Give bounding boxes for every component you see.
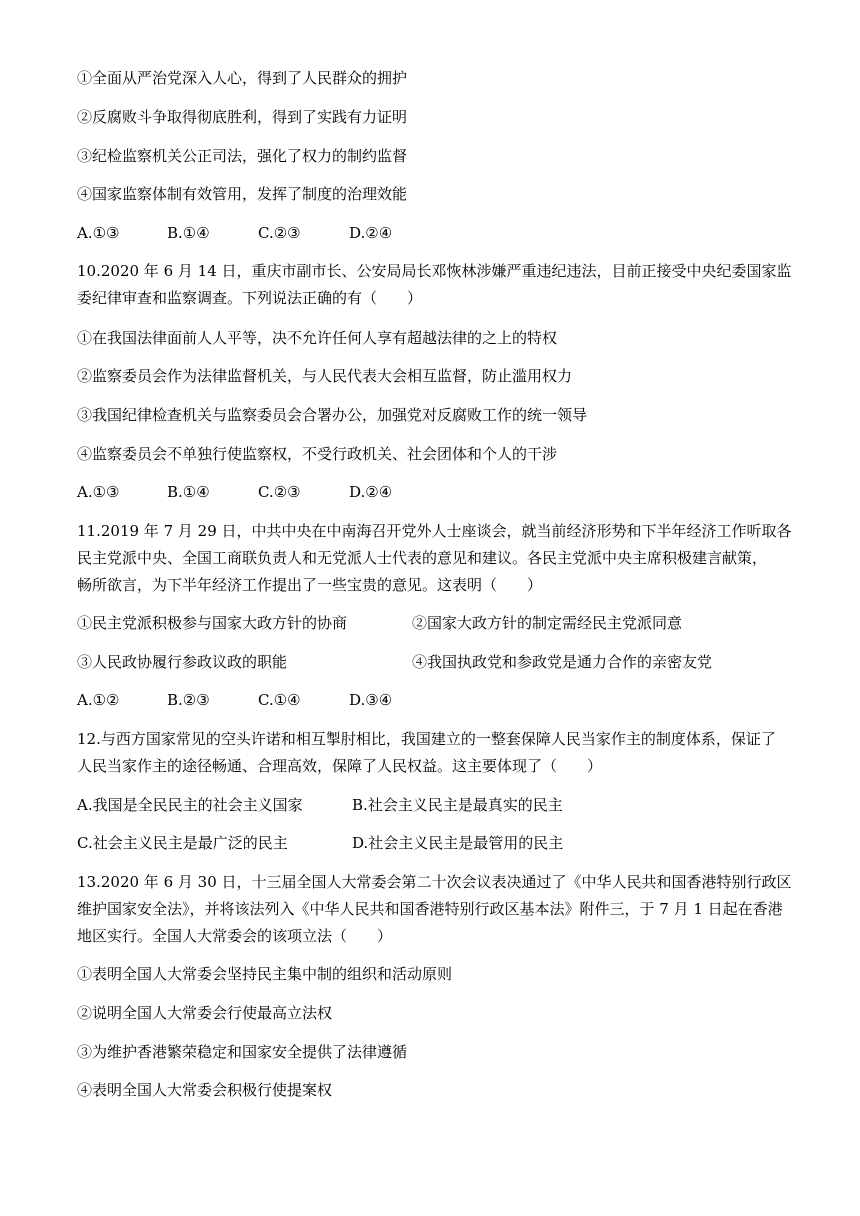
q9-option-c: C.②③ [258, 224, 301, 242]
q11-stem-line-2: 民主党派中央、全国工商联负责人和无党派人士代表的意见和建议。各民主党派中央主席积极建言献策， [77, 549, 768, 567]
q10-option-d: D.②④ [349, 483, 393, 501]
q10-option-b: B.①④ [167, 483, 210, 501]
q12-option-c: C.社会主义民主是最广泛的民主 [77, 834, 288, 852]
q13-item-3: ③为维护香港繁荣稳定和国家安全提供了法律遵循 [77, 1043, 408, 1061]
q10-option-a: A.①③ [77, 483, 120, 501]
q13-stem-line-2: 维护国家安全法》，并将该法列入《中华人民共和国香港特别行政区基本法》附件三，于 7 月 1 日起在香港 [77, 900, 783, 918]
q12-stem-line-1: 12.与西方国家常见的空头许诺和相互掣肘相比，我国建立的一整套保障人民当家作主的制度体系，保证了 [77, 730, 776, 748]
q11-option-a: A.①② [77, 691, 120, 709]
q11-item-2: ②国家大政方针的制定需经民主党派同意 [412, 614, 683, 632]
q11-stem-line-1: 11.2019 年 7 月 29 日，中共中央在中南海召开党外人士座谈会，就当前经济形势和下半年经济工作听取各 [77, 522, 792, 540]
q11-item-1: ①民主党派积极参与国家大政方针的协商 [77, 614, 348, 632]
q10-item-3: ③我国纪律检查机关与监察委员会合署办公，加强党对反腐败工作的统一领导 [77, 406, 588, 424]
q13-stem-line-3: 地区实行。全国人大常委会的该项立法（ ） [77, 927, 393, 945]
q12-option-d: D.社会主义民主是最管用的民主 [352, 834, 564, 852]
q11-item-4: ④我国执政党和参政党是通力合作的亲密友党 [412, 653, 713, 671]
q11-option-d: D.③④ [349, 691, 393, 709]
q13-item-1: ①表明全国人大常委会坚持民主集中制的组织和活动原则 [77, 965, 453, 983]
q9-option-b: B.①④ [167, 224, 210, 242]
q11-item-3: ③人民政协履行参政议政的职能 [77, 653, 288, 671]
q10-stem-line-1: 10.2020 年 6 月 14 日，重庆市副市长、公安局局长邓恢林涉嫌严重违纪违法，目前正接受中央纪委国家监 [77, 262, 792, 280]
q9-option-d: D.②④ [349, 224, 393, 242]
q11-stem-line-3: 畅所欲言，为下半年经济工作提出了一些宝贵的意见。这表明（ ） [77, 576, 543, 594]
q13-item-2: ②说明全国人大常委会行使最高立法权 [77, 1004, 333, 1022]
q9-item-4: ④国家监察体制有效管用，发挥了制度的治理效能 [77, 185, 408, 203]
q11-option-c: C.①④ [258, 691, 301, 709]
q10-option-c: C.②③ [258, 483, 301, 501]
q9-option-a: A.①③ [77, 224, 120, 242]
q9-item-1: ①全面从严治党深入人心，得到了人民群众的拥护 [77, 69, 408, 87]
q12-option-a: A.我国是全民民主的社会主义国家 [77, 796, 303, 814]
q10-item-2: ②监察委员会作为法律监督机关，与人民代表大会相互监督，防止滥用权力 [77, 367, 573, 385]
q9-item-2: ②反腐败斗争取得彻底胜利，得到了实践有力证明 [77, 108, 408, 126]
q12-stem-line-2: 人民当家作主的途径畅通、合理高效，保障了人民权益。这主要体现了（ ） [77, 757, 603, 775]
q13-stem-line-1: 13.2020 年 6 月 30 日，十三届全国人大常委会第二十次会议表决通过了《中华人民共和国香港特别行政区 [77, 873, 792, 891]
q10-item-4: ④监察委员会不单独行使监察权，不受行政机关、社会团体和个人的干涉 [77, 445, 558, 463]
q10-item-1: ①在我国法律面前人人平等，决不允许任何人享有超越法律的之上的特权 [77, 329, 558, 347]
q9-item-3: ③纪检监察机关公正司法，强化了权力的制约监督 [77, 147, 408, 165]
q12-option-b: B.社会主义民主是最真实的民主 [352, 796, 563, 814]
q13-item-4: ④表明全国人大常委会积极行使提案权 [77, 1081, 333, 1099]
q11-option-b: B.②③ [167, 691, 210, 709]
q10-stem-line-2: 委纪律审查和监察调查。下列说法正确的有（ ） [77, 289, 423, 307]
